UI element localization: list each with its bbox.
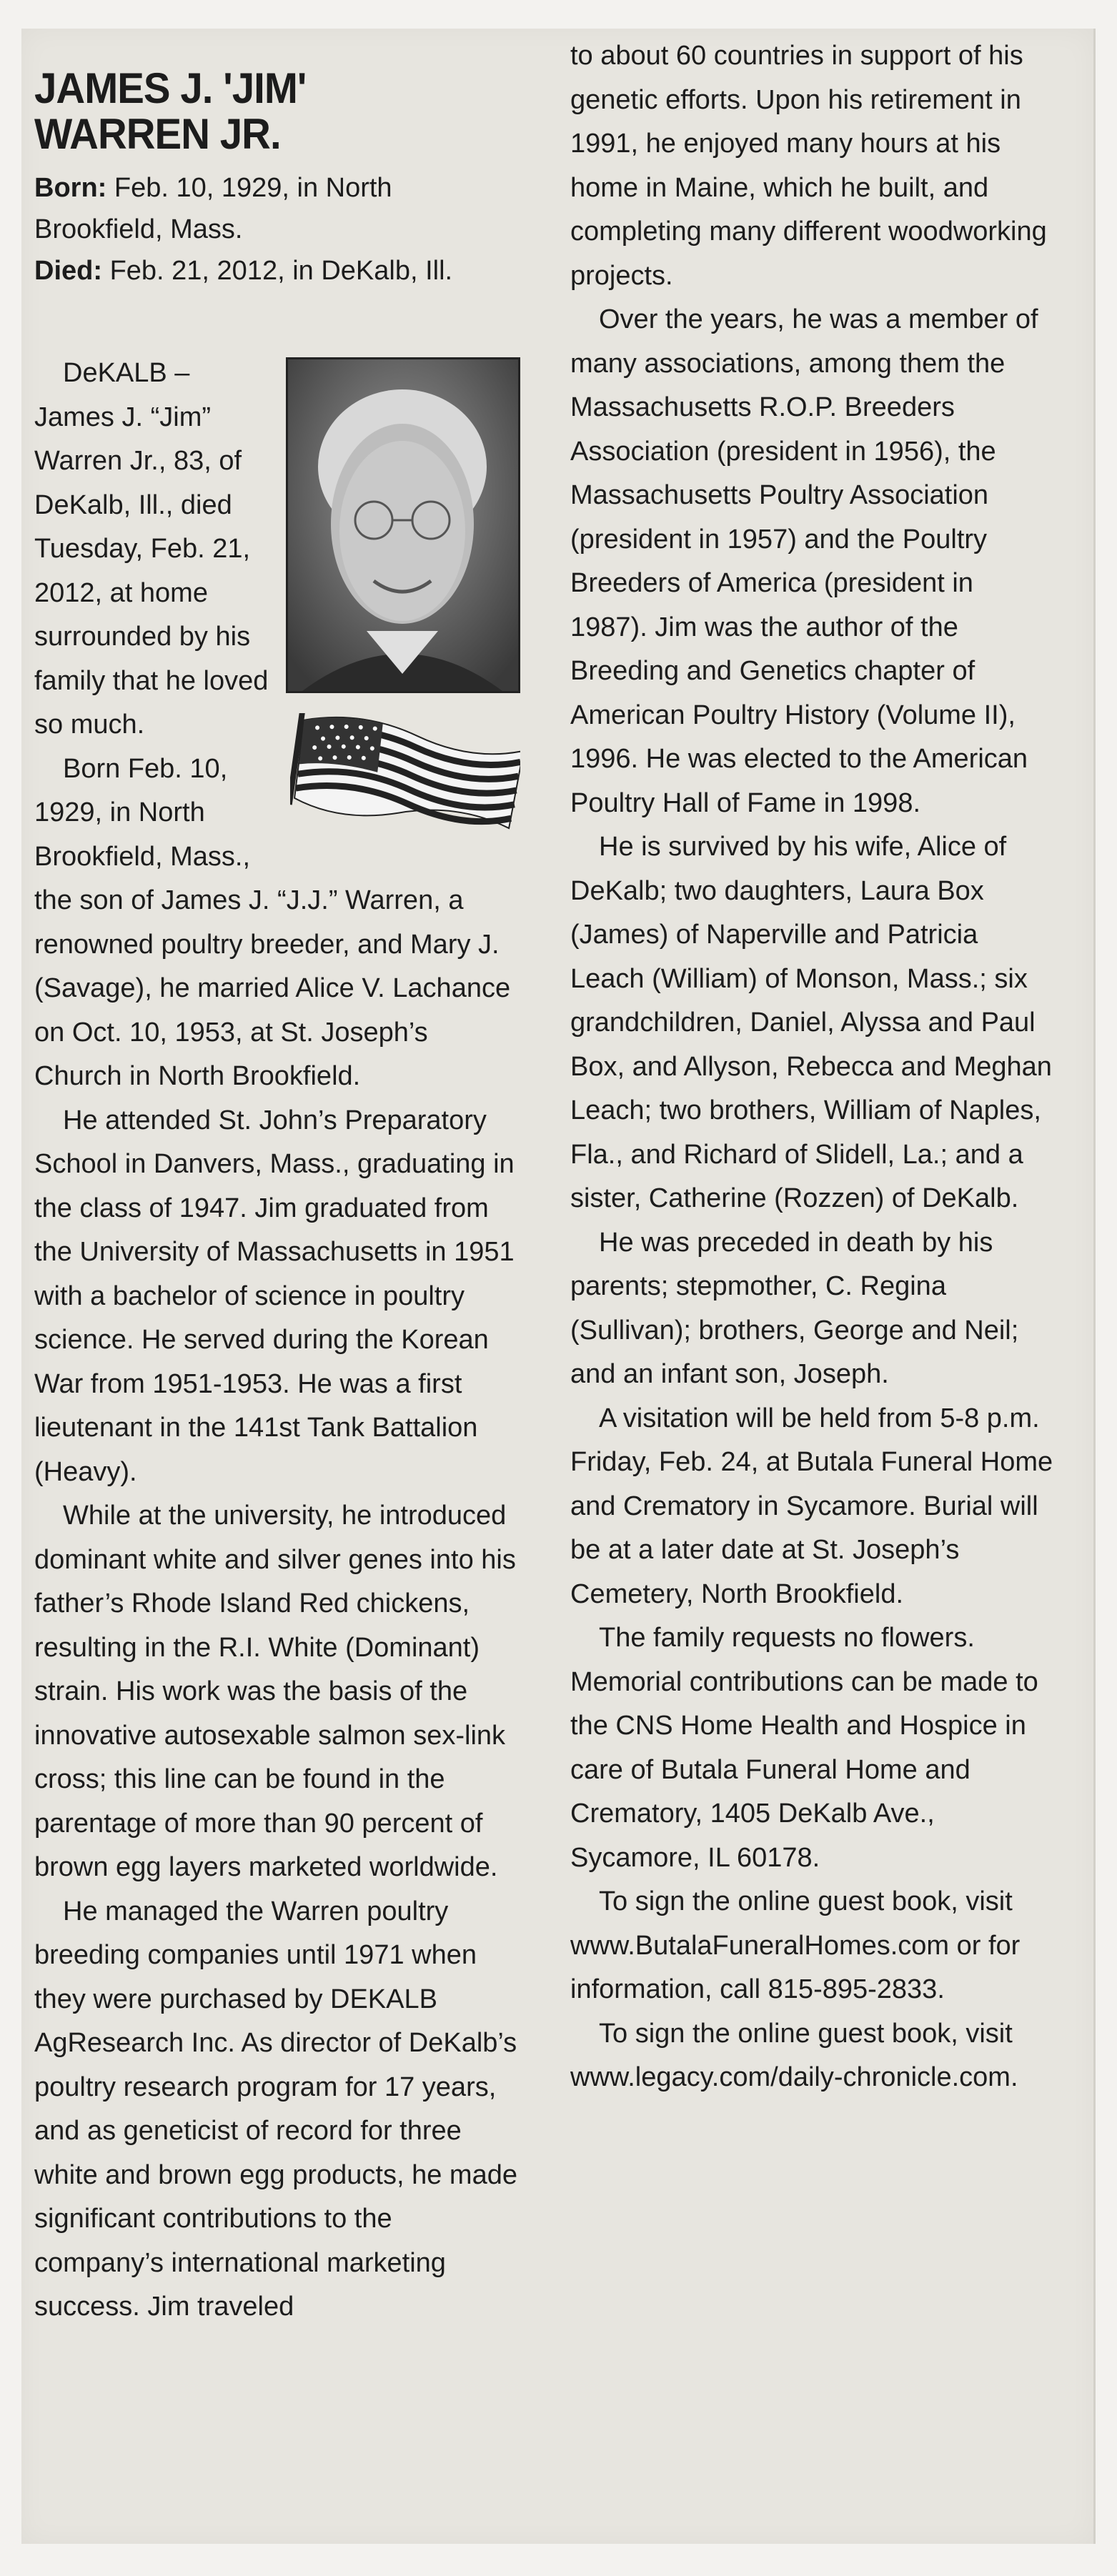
paragraph-memorials: The family requests no flowers. Memorial contributions can be made to the CNS Home Health and Hospice in care of Butala Funeral Home and Crematory, 1405 DeKalb Ave., Sycamore, IL 60178.: [570, 1623, 1038, 1873]
paragraph-guestbook-1: To sign the online guest book, visit www.ButalaFuneralHomes.com or for information, call 815-895-2833.: [570, 1886, 1021, 2004]
right-column: [570, 34, 1056, 2100]
american-flag-icon: [290, 713, 520, 838]
born-label: Born:: [34, 173, 107, 203]
paragraph-birth: Born Feb. 10, 1929, in North Brookfield, Mass., the son of James J. “J.J.” Warren, a renowned poultry breeder, and Mary J. (Savage), he married Alice V. Lachance on Oct. 10, 1953, at St. Joseph’s Church in North Brookfield.: [34, 753, 511, 1091]
paragraph-guestbook-2: To sign the online guest book, visit www.legacy.com/daily-chronicle.com.: [570, 2018, 1018, 2092]
paragraph-education: He attended St. John’s Preparatory School in Danvers, Mass., graduating in the class of 1947. Jim graduated from the University of Massachusetts in 1951 with a bachelor of science in poultry science. He served during the Korean War from 1951-1953. He was a first lieutenant in the 141st Tank Battalion (Heavy).: [34, 1105, 515, 1487]
died-label: Died:: [34, 256, 102, 286]
paragraph-death: DeKALB – James J. “Jim” Warren Jr., 83, of DeKalb, Ill., died Tuesday, Feb. 21, 2012, at home surrounded by his family that he loved so much.: [34, 358, 269, 740]
paragraph-visitation: A visitation will be held from 5-8 p.m. Friday, Feb. 24, at Butala Funeral Home and Crematory in Sycamore. Burial will be at a later date at St. Joseph’s Cemetery, North Brookfield.: [570, 1403, 1053, 1609]
paragraph-survivors: He is survived by his wife, Alice of DeKalb; two daughters, Laura Box (James) of Naperville and Patricia Leach (William) of Monson, Mass.; six grandchildren, Daniel, Alyssa and Paul Box, and Allyson, Rebecca and Meghan Leach; two brothers, William of Naples, Fla., and Richard of Slidell, La.; and a sister, Catherine (Rozzen) of DeKalb.: [570, 832, 1052, 1213]
headline: JAMES J. 'JIM' WARREN JR.: [34, 64, 307, 158]
born-text: Feb. 10, 1929, in North Brookfield, Mass.: [34, 173, 392, 244]
paragraph-preceded: He was preceded in death by his parents; stepmother, C. Regina (Sullivan); brothers, George and Neil; and an infant son, Joseph.: [570, 1227, 1019, 1389]
obituary-clipping: [21, 29, 1096, 2544]
born-line: [34, 167, 520, 250]
died-line: [34, 250, 520, 292]
paragraph-genetics: While at the university, he introduced dominant white and silver genes into his father’s Rhode Island Red chickens, resulting in the R.I. White (Dominant) strain. His work was the basis of the innovative autosexable salmon sex-link cross; this line can be found in the parentage of more than 90 percent of brown egg layers marketed worldwide.: [34, 1501, 516, 1882]
left-column: [34, 66, 520, 2329]
portrait-photo: [286, 357, 520, 693]
died-text: Feb. 21, 2012, in DeKalb, Ill.: [109, 256, 453, 286]
paragraph-travel: to about 60 countries in support of his genetic efforts. Upon his retirement in 1991, he enjoyed many hours at his home in Maine, which he built, and completing many different woodworking projects.: [570, 41, 1047, 291]
paragraph-career: He managed the Warren poultry breeding companies until 1971 when they were purchased by DEKALB AgResearch Inc. As director of DeKalb’s poultry research program for 17 years, and as geneticist of record for three white and brown egg products, he made significant contributions to the company’s international marketing success. Jim traveled: [34, 1896, 517, 2322]
paragraph-associations: Over the years, he was a member of many associations, among them the Massachusetts R.O.P. Breeders Association (president in 1956), the Massachusetts Poultry Association (president in 1957) and the Poultry Breeders of America (president in 1987). Jim was the author of the Breeding and Genetics chapter of American Poultry History (Volume II), 1996. He was elected to the American Poultry Hall of Fame in 1998.: [570, 304, 1038, 818]
